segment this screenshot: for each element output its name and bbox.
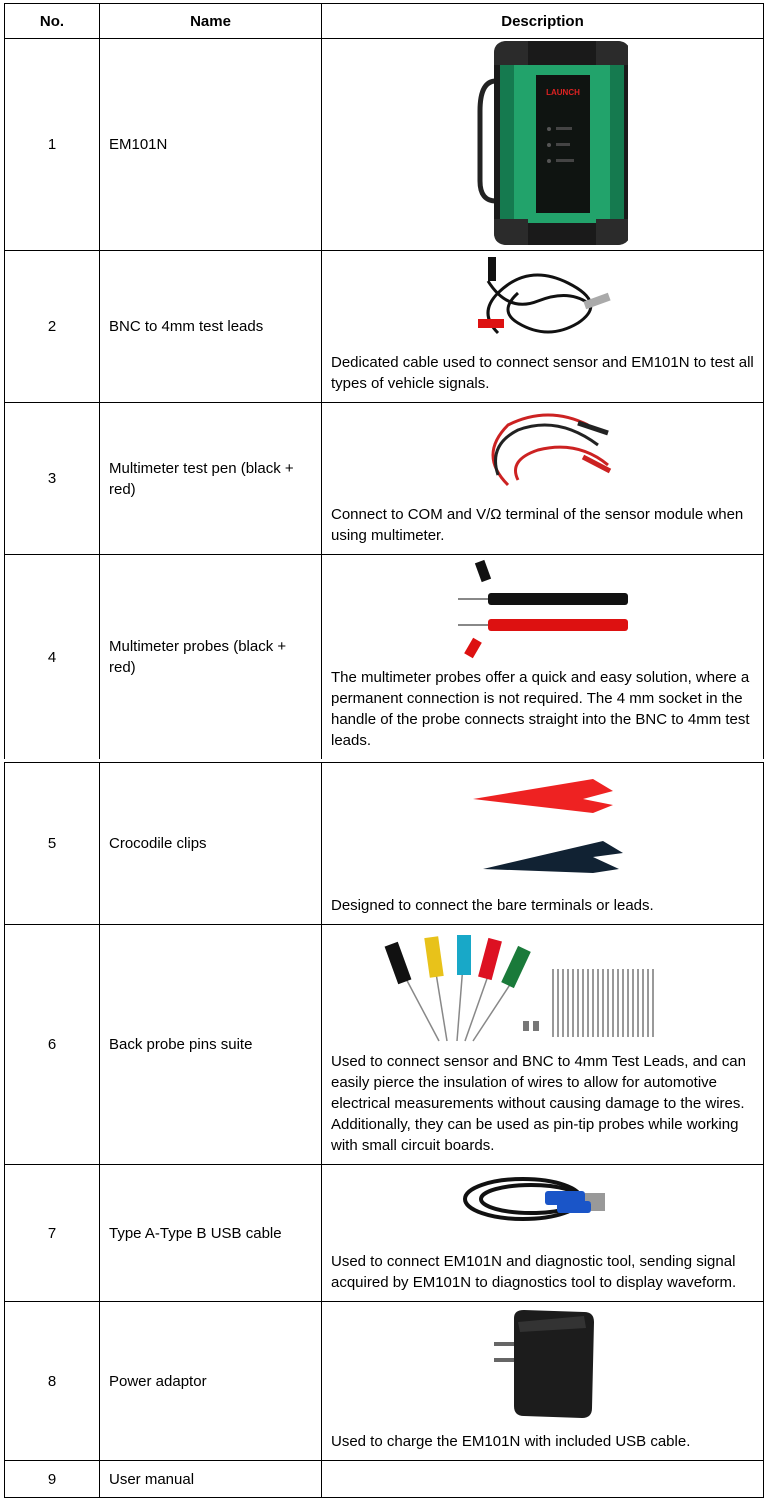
table-row xyxy=(4,1164,764,1301)
row-number: 6 xyxy=(4,925,99,1164)
row-name: Crocodile clips xyxy=(99,763,321,924)
row-description-cell xyxy=(321,39,764,250)
row-description: Dedicated cable used to connect sensor and EM101N to test all types of vehicle signals. xyxy=(331,354,754,392)
row-name: Back probe pins suite xyxy=(99,925,321,1164)
row-name: Multimeter test pen (black + red) xyxy=(99,403,321,554)
header-description: Description xyxy=(321,4,764,38)
table-row xyxy=(4,762,764,924)
row-description-cell xyxy=(321,403,764,554)
table-header-row xyxy=(4,3,764,38)
row-number: 4 xyxy=(4,555,99,759)
row-description: Used to connect EM101N and diagnostic tool, sending signal acquired by EM101N to diagnostics tool to display waveform. xyxy=(331,1253,737,1291)
table-row xyxy=(4,554,764,759)
row-description-cell xyxy=(321,1461,764,1497)
back-probe-pins-image xyxy=(322,933,763,1045)
table-bottom-border xyxy=(4,1497,764,1498)
header-no: No. xyxy=(4,4,99,38)
power-adaptor-image xyxy=(322,1308,763,1422)
row-description: Designed to connect the bare terminals or leads. xyxy=(331,897,654,914)
row-name: Multimeter probes (black + red) xyxy=(99,555,321,759)
table-row xyxy=(4,38,764,250)
row-description-cell xyxy=(321,925,764,1164)
row-number: 8 xyxy=(4,1302,99,1460)
row-number: 5 xyxy=(4,763,99,924)
table-row xyxy=(4,1301,764,1460)
bnc-test-leads-image xyxy=(322,253,763,345)
row-description-cell xyxy=(321,763,764,924)
row-name: Power adaptor xyxy=(99,1302,321,1460)
row-number: 1 xyxy=(4,39,99,250)
row-name: EM101N xyxy=(99,39,321,250)
usb-cable-image xyxy=(322,1169,763,1229)
table-row xyxy=(4,1460,764,1497)
row-number: 3 xyxy=(4,403,99,554)
row-description: The multimeter probes offer a quick and easy solution, where a permanent connection is not required. The 4 mm socket in the handle of the probe connects straight into the BNC to 4mm test leads. xyxy=(331,669,750,749)
row-number: 9 xyxy=(4,1461,99,1497)
em101n-device-image xyxy=(322,41,763,245)
multimeter-probes-image xyxy=(322,559,763,659)
row-description-cell xyxy=(321,555,764,759)
table-row xyxy=(4,924,764,1164)
row-name: Type A-Type B USB cable xyxy=(99,1165,321,1301)
header-name: Name xyxy=(99,4,321,38)
row-description-cell xyxy=(321,251,764,402)
row-description-cell xyxy=(321,1165,764,1301)
row-description-cell xyxy=(321,1302,764,1460)
table-row xyxy=(4,250,764,402)
row-number: 2 xyxy=(4,251,99,402)
device-brand-label: LAUNCH xyxy=(545,88,580,97)
row-name: BNC to 4mm test leads xyxy=(99,251,321,402)
crocodile-clips-image xyxy=(322,769,763,879)
table-row xyxy=(4,402,764,554)
row-name: User manual xyxy=(99,1461,321,1497)
row-description: Used to charge the EM101N with included USB cable. xyxy=(331,1433,691,1450)
row-number: 7 xyxy=(4,1165,99,1301)
row-description: Connect to COM and V/Ω terminal of the sensor module when using multimeter. xyxy=(331,506,744,544)
multimeter-test-pen-image xyxy=(322,405,763,495)
row-description: Used to connect sensor and BNC to 4mm Test Leads, and can easily pierce the insulation of wires to allow for automotive electrical measurements without causing damage to the wires. Additionally, they can be used as pin-tip probes while working with small circuit boards. xyxy=(331,1053,746,1154)
